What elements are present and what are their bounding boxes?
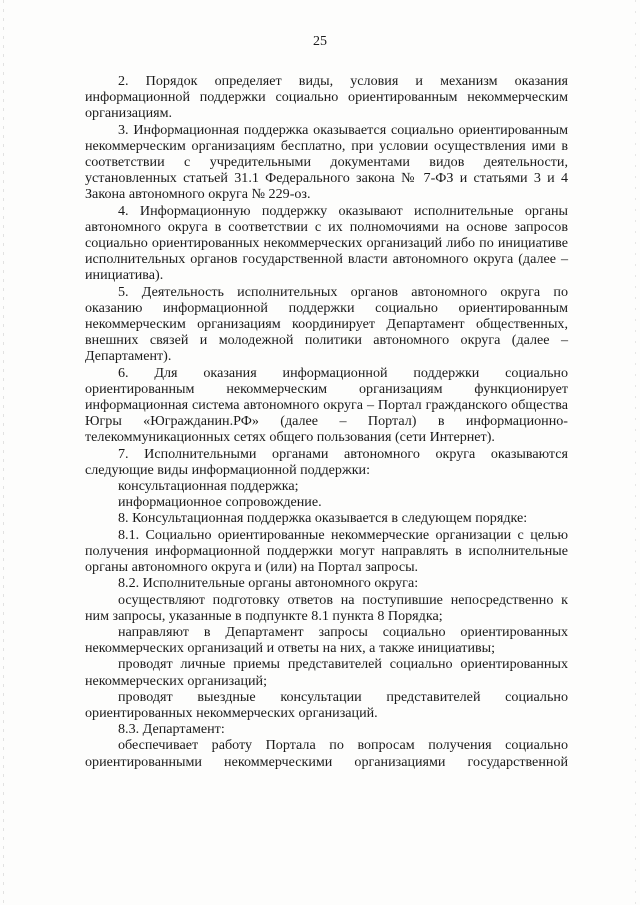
scan-edge-left [3, 0, 4, 905]
paragraph: обеспечивает работу Портала по вопросам получения социально ориентированными некоммерческими организациями государственной [85, 737, 568, 770]
paragraph: 4. Информационную поддержку оказывают исполнительные органы автономного округа в соответствии с их полномочиями на основе запросов социально ориентированных некоммерческих организаций либо по инициативе исполнительных органов государственной власти автономного округа (далее – инициатива). [85, 202, 568, 284]
paragraph: проводят выездные консультации представителей социально ориентированных некоммерческих организаций. [85, 688, 568, 721]
paragraph: 8.1. Социально ориентированные некоммерческие организации с целью получения информационной поддержки могут направлять в исполнительные органы автономного округа и (или) на Портал запросы. [85, 526, 568, 576]
paragraph: 5. Деятельность исполнительных органов автономного округа по оказанию информационной поддержки социально ориентированным некоммерческим организациям координирует Департамент общественных, внешних связей и молодежной политики автономного округа (далее – Департамент). [85, 283, 568, 365]
document-body [85, 73, 568, 770]
paragraph: проводят личные приемы представителей социально ориентированных некоммерческих организаций; [85, 656, 568, 689]
scan-edge-right [635, 0, 636, 905]
paragraph: осуществляют подготовку ответов на поступившие непосредственно к ним запросы, указанные в подпункте 8.1 пункта 8 Порядка; [85, 591, 568, 624]
paragraph: направляют в Департамент запросы социально ориентированных некоммерческих организаций и ответы на них, а также инициативы; [85, 623, 568, 657]
list-item: информационное сопровождение. [118, 494, 322, 511]
paragraph: 8. Консультационная поддержка оказывается в следующем порядке: [118, 510, 528, 527]
list-item: консультационная поддержка; [118, 478, 299, 495]
paragraph: 8.3. Департамент: [118, 721, 225, 738]
paragraph: 6. Для оказания информационной поддержки социально ориентированным некоммерческим организациям функционирует информационная система автономного округа – Портал гражданского общества Югры «Югражданин.РФ» (далее – Портал) в информационно-телекоммуникационных сетях общего пользования (сети Интернет). [85, 364, 568, 446]
paragraph: 3. Информационная поддержка оказывается социально ориентированным некоммерческим организациям бесплатно, при условии осуществления ими в соответствии с учредительными документами видов деятельности, установленных статьей 31.1 Федерального закона № 7-ФЗ и статьями 3 и 4 Закона автономного округа № 229-оз. [85, 121, 568, 203]
paragraph: 7. Исполнительными органами автономного округа оказываются следующие виды информационной поддержки: [85, 445, 568, 478]
paragraph: 2. Порядок определяет виды, условия и механизм оказания информационной поддержки социально ориентированным некоммерческим организациям. [85, 73, 568, 122]
page-number: 25 [313, 34, 327, 49]
paragraph: 8.2. Исполнительные органы автономного округа: [118, 575, 419, 592]
